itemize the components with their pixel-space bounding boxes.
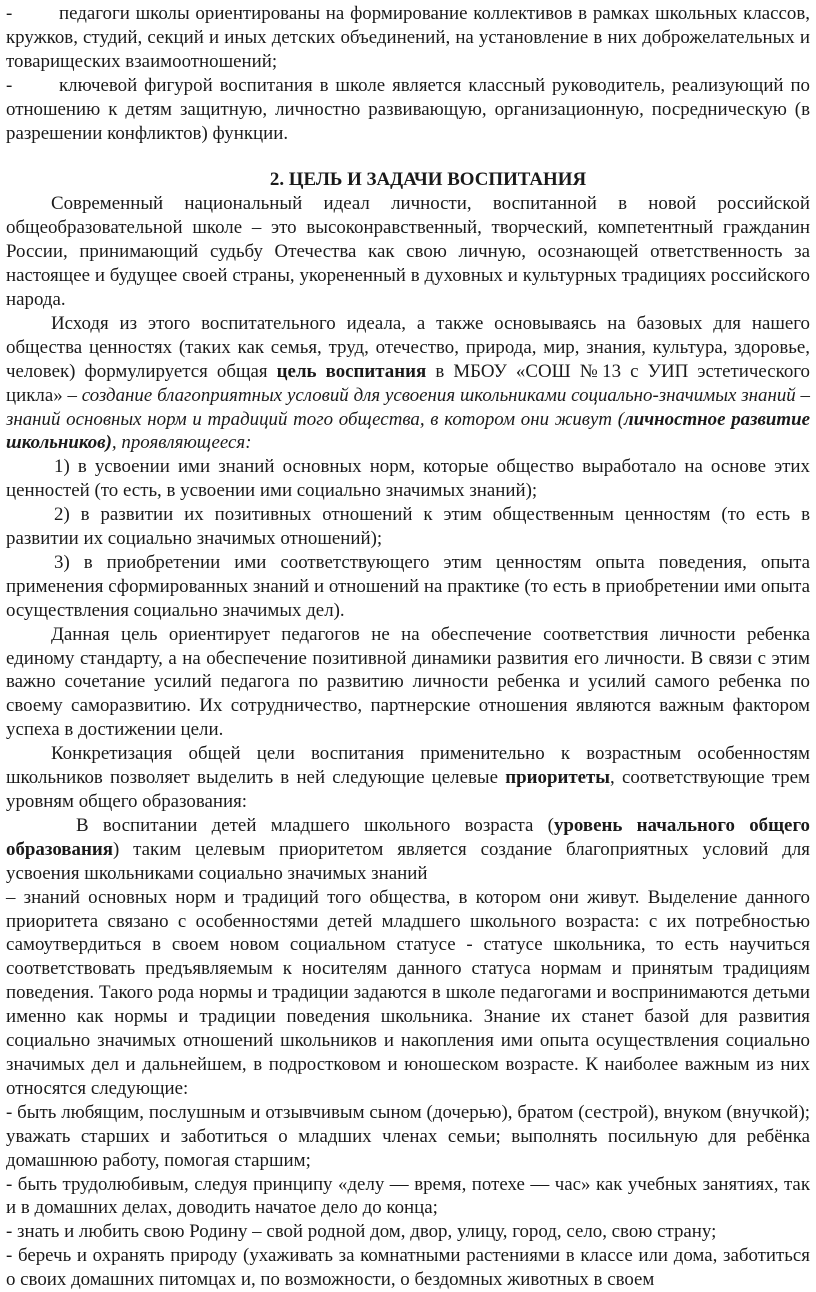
intro-bullet-1-text: педагоги школы ориентированы на формирование коллективов в рамках школьных классов, кружков, студий, секций и иных детских объединений, на установление в них доброжелательных и товарищеских взаимоотношений; — [6, 3, 810, 72]
list-item-1: 1) в усвоении ими знаний основных норм, которые общество выработало на основе этих ценностей (то есть, в усвоении ими социально значимых знаний); — [6, 456, 810, 502]
paragraph-goal — [6, 312, 810, 455]
intro-bullet-2-text: ключевой фигурой воспитания в школе является классный руководитель, реализующий по отношению к детям защитную, личностно развивающую, организационную, посредническую (в разрешении конфликтов) функции. — [6, 74, 810, 144]
goal-text-2: в МБОУ «СОШ №13 с УИП эстетического цикла» – — [6, 360, 810, 406]
primary-text-2: ) таким целевым приоритетом является создание благоприятных условий для усвоения школьниками социально значимых знаний — [6, 838, 810, 884]
goal-text-1: Исходя из этого воспитательного идеала, а также основываясь на базовых для нашего общества ценностях (таких как семья, труд, отечество, природа, мир, знания, культура, здоровье, человек) формулируется общая — [6, 312, 810, 382]
primary-level-term: уровень начального общего образования — [6, 814, 810, 860]
list-item-3: 3) в приобретении ими соответствующего этим ценностям опыта поведения, опыта применения сформированных знаний и отношений на практике (то есть в приобретении ими опыта осуществления социально значимых дел). — [6, 551, 810, 621]
paragraph-orientation: Данная цель ориентирует педагогов не на обеспечение соответствия личности ребенка единому стандарту, а на обеспечение позитивной динамики развития его личности. В связи с этим важно сочетание усилий педагога по развитию личности ребенка и усилий самого ребенка по своему саморазвитию. Их сотрудничество, партнерские отношения являются важным фактором успеха в достижении цели. — [6, 623, 810, 741]
paragraph-norms: – знаний основных норм и традиций того общества, в котором они живут. Выделение данного приоритета связано с особенностями детей младшего школьного возраста: с их потребностью самоутвердиться в своем новом социальном статусе - статусе школьника, то есть научиться соответствовать предъявляемым к носителям данного статуса нормам и принятым традициям поведения. Такого рода нормы и традиции задаются в школе педагогами и воспринимаются детьми именно как нормы и традиции поведения школьника. Знание их станет базой для развития социально значимых отношений школьников и накопления ими опыта осуществления социально значимых дел и дальнейшем, в подростковом и юношеском возрасте. К наиболее важным из них относятся следующие: — [6, 886, 810, 1099]
intro-bullet-1 — [6, 2, 810, 74]
primary-text-1: В воспитании детей младшего школьного возраста ( — [76, 814, 554, 836]
priorities-text-2: , соответствующие трем уровням общего образования: — [6, 767, 810, 812]
list-item-2: 2) в развитии их позитивных отношений к этим общественным ценностям (то есть в развитии их социально значимых отношений); — [6, 504, 810, 550]
norm-item-1: - быть любящим, послушным и отзывчивым сыном (дочерью), братом (сестрой), внуком (внучкой); уважать старших и заботиться о младших членах семьи; выполнять посильную для ребёнка домашнюю работу, помогая старшим; — [6, 1101, 810, 1171]
paragraph-national-ideal: Современный национальный идеал личности, воспитанной в новой российской общеобразовательной школе – это высоконравственный, творческий, компетентный гражданин России, принимающий судьбу Отечества как свою личную, осознающей ответственность за настоящее и будущее своей страны, укорененный в духовных и культурных традициях российского народа. — [6, 193, 810, 310]
goal-personal-development: личностное развитие школьников) — [6, 408, 811, 454]
bullet-dash: - — [6, 74, 13, 96]
goal-manifest: , проявляющееся: — [111, 432, 252, 454]
section-heading: 2. ЦЕЛЬ И ЗАДАЧИ ВОСПИТАНИЯ — [269, 169, 587, 191]
section-gap — [6, 145, 810, 168]
goal-definition: создание благоприятных условий для усвоения школьниками социально-значимых знаний – знаний основных норм и традиций того общества, в котором они живут ( — [6, 384, 810, 430]
norm-item-3: - знать и любить свою Родину – свой родной дом, двор, улицу, город, село, свою страну; — [6, 1221, 717, 1243]
intro-bullet-2 — [6, 74, 810, 146]
bullet-dash: - — [6, 3, 13, 24]
norm-item-4: - беречь и охранять природу (ухаживать за комнатными растениями в классе или дома, заботиться о своих домашних питомцах и, по возможности, о бездомных животных в своем — [6, 1245, 810, 1291]
paragraph-priorities — [6, 742, 810, 814]
goal-term: цель воспитания — [276, 360, 427, 382]
priorities-term: приоритеты — [505, 767, 611, 789]
paragraph-primary-level — [6, 814, 810, 886]
norm-item-2: - быть трудолюбивым, следуя принципу «делу — время, потехе — час» как учебных занятиях, так и в домашних делах, доводить начатое дело до конца; — [6, 1173, 810, 1219]
priorities-text-1: Конкретизация общей цели воспитания применительно к возрастным особенностям школьников позволяет выделить в ней следующие целевые — [6, 743, 810, 789]
